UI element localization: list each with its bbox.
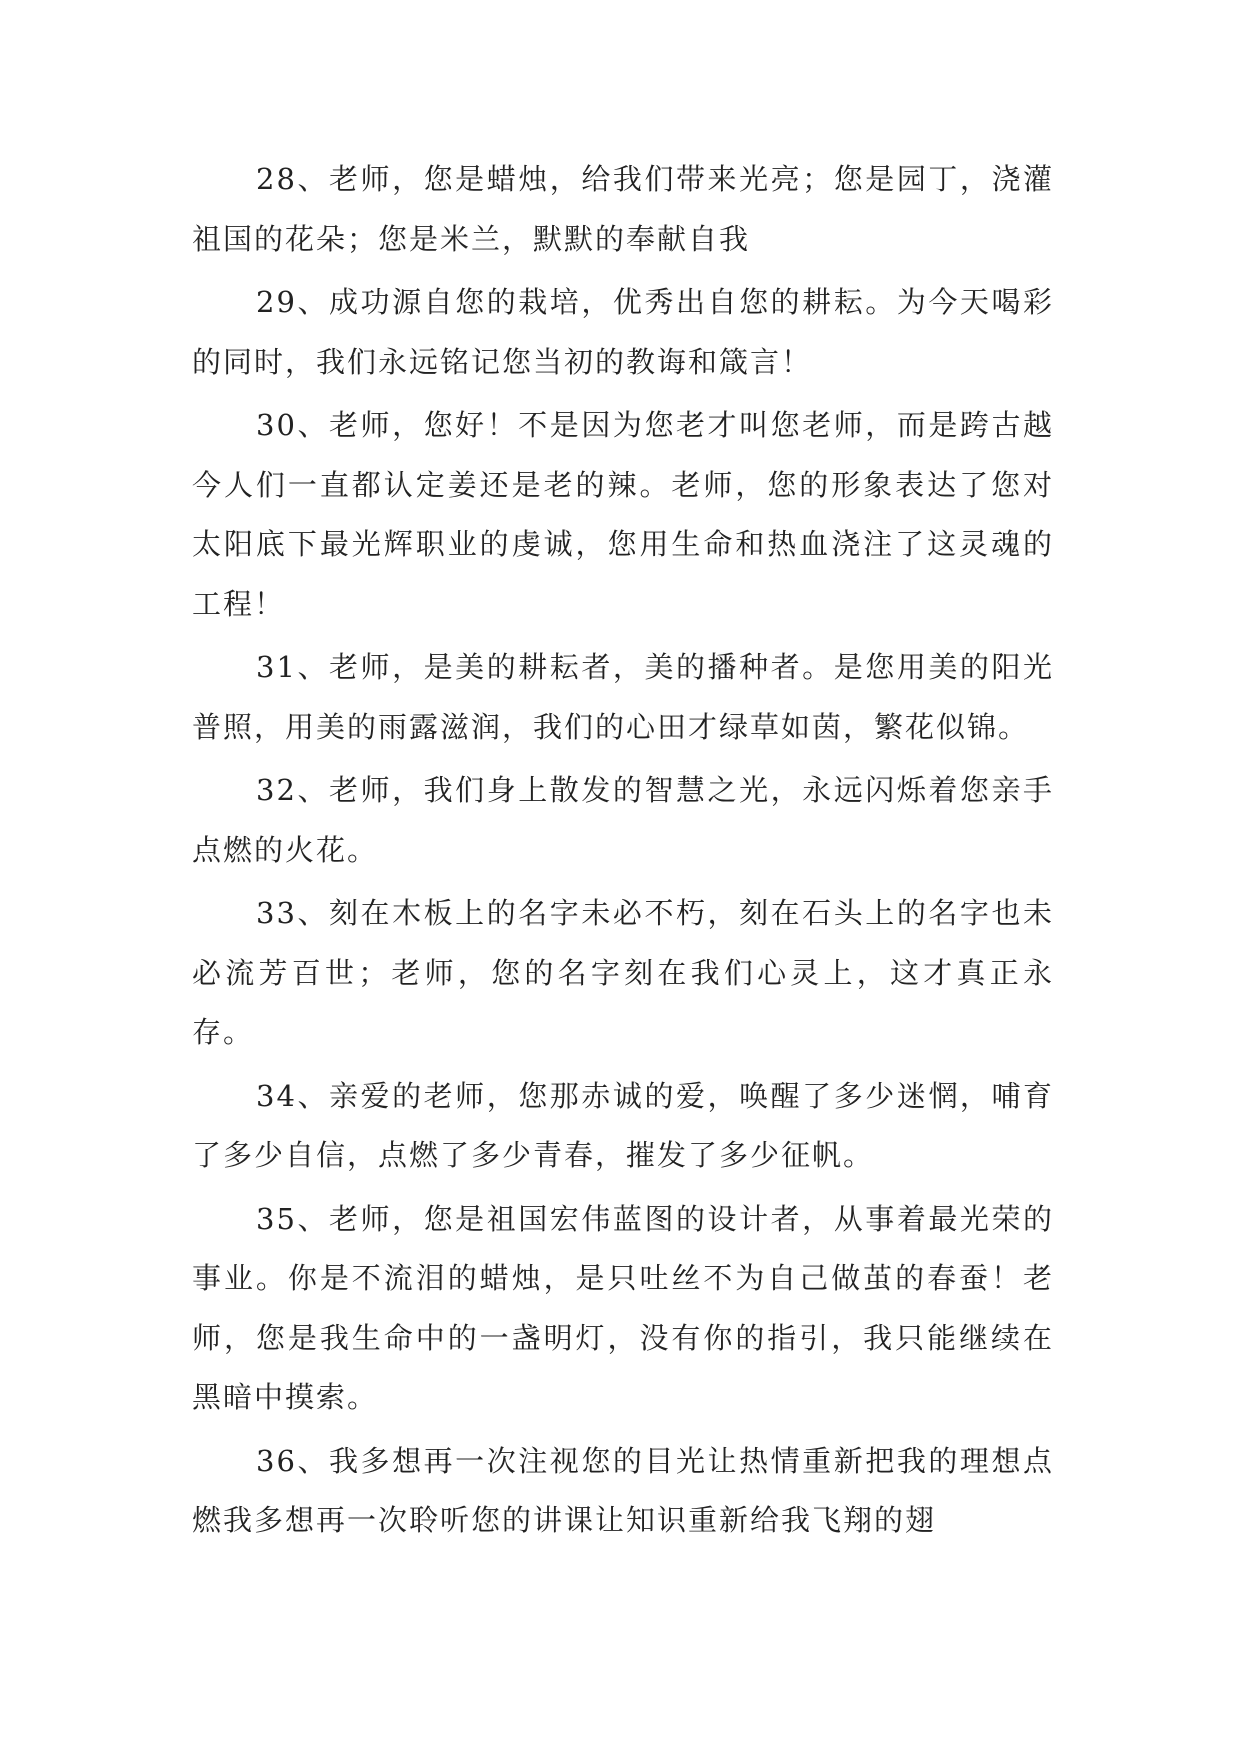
paragraph-34: 34、亲爱的老师，您那赤诚的爱，唤醒了多少迷惘，哺育了多少自信，点燃了多少青春，摧发了多少征帆。 [192,1078,1054,1172]
paragraph-29: 29、成功源自您的栽培，优秀出自您的耕耘。为今天喝彩的同时，我们永远铭记您当初的教诲和箴言！ [192,285,1054,379]
paragraph-33: 33、刻在木板上的名字未必不朽，刻在石头上的名字也未必流芳百世；老师，您的名字刻在我们心灵上，这才真正永存。 [192,896,1054,1049]
paragraph-32: 32、老师，我们身上散发的智慧之光，永远闪烁着您亲手点燃的火花。 [192,773,1054,867]
paragraph-36: 36、我多想再一次注视您的目光让热情重新把我的理想点燃我多想再一次聆听您的讲课让知识重新给我飞翔的翅 [192,1443,1054,1537]
document-body [192,150,1054,1551]
paragraph-35: 35、老师，您是祖国宏伟蓝图的设计者，从事着最光荣的事业。你是不流泪的蜡烛，是只吐丝不为自己做茧的春蚕！老师，您是我生命中的一盏明灯，没有你的指引，我只能继续在黑暗中摸索。 [192,1201,1054,1414]
paragraph-28: 28、老师，您是蜡烛，给我们带来光亮；您是园丁，浇灌祖国的花朵；您是米兰，默默的奉献自我 [192,162,1054,256]
paragraph-30: 30、老师，您好！不是因为您老才叫您老师，而是跨古越今人们一直都认定姜还是老的辣。老师，您的形象表达了您对太阳底下最光辉职业的虔诚，您用生命和热血浇注了这灵魂的工程！ [192,408,1054,621]
paragraph-31: 31、老师，是美的耕耘者，美的播种者。是您用美的阳光普照，用美的雨露滋润，我们的心田才绿草如茵，繁花似锦。 [192,650,1054,744]
